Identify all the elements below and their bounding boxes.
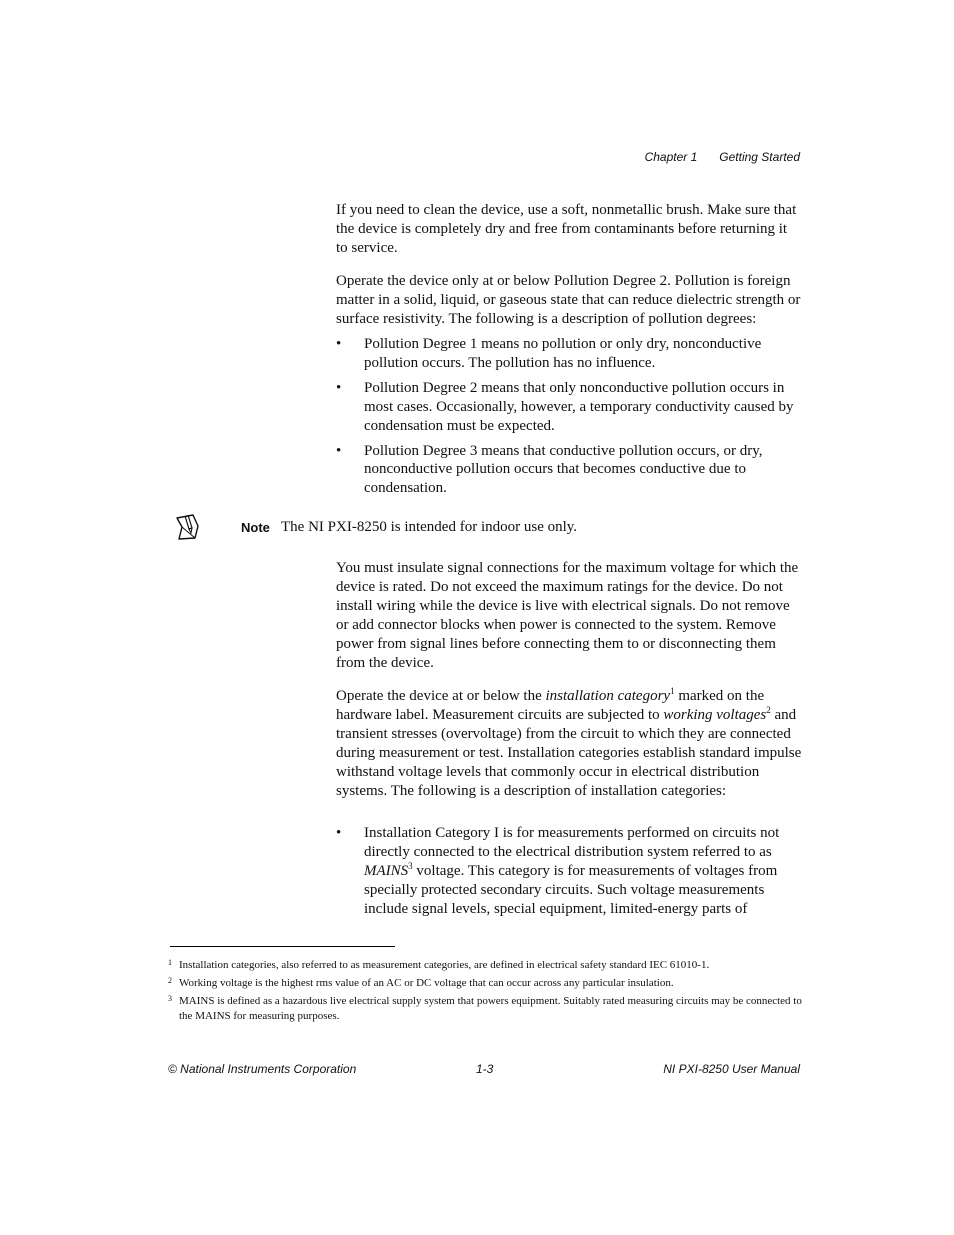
footnote-text: Working voltage is the highest rms value of an AC or DC voltage that can occur across any particular insulation. [179,977,674,989]
footnote-number: 2 [168,976,172,985]
category-one-text-part2: voltage. This category is for measurements of voltages from specially protected secondary circuits. Such voltage measurements include signal levels, special equipment, limited-energy parts of [364,862,778,917]
working-voltages-term: working voltages [663,706,767,723]
cleaning-paragraph: If you need to clean the device, use a soft, nonmetallic brush. Make sure that the device is completely dry and free from contaminants before returning it to service. [336,202,797,256]
footnote-divider [170,946,395,947]
footnote-ref-3: 3 [408,860,413,871]
list-item: • Pollution Degree 2 means that only nonconductive pollution occurs in most cases. Occasionally, however, a temporary conductivity caused by condensation must be expected. [336,379,802,436]
installation-text-part1: Operate the device at or below the [336,688,546,704]
category-one-text-part1: Installation Category I is for measurements performed on circuits not directly connected to the electrical distribution system referred to as [364,825,780,860]
note-text: The NI PXI-8250 is intended for indoor use only. [281,519,578,535]
footnote-ref-2: 2 [766,704,771,715]
running-header [645,150,800,164]
footer-copyright: © National Instruments Corporation [168,1062,357,1076]
pollution-intro-paragraph: Operate the device only at or below Pollution Degree 2. Pollution is foreign matter in a solid, liquid, or gaseous state that can reduce dielectric strength or surface resistivity. The following is a description of pollution degrees: [336,273,801,327]
footnotes [168,958,804,1027]
pollution-section [336,272,802,329]
list-item: • Pollution Degree 1 means no pollution or only dry, nonconductive pollution occurs. The pollution has no influence. [336,335,802,373]
insulation-paragraph: You must insulate signal connections for the maximum voltage for which the device is rated. Do not exceed the maximum ratings for the device. Do not install wiring while the device is live with electrical signals. Do not remove or add connector blocks when power is connected to the system. Remove power from signal lines before connecting them to or disconnecting them from the device. [336,560,799,671]
installation-text-part2: marked on the hardware label. Measurement circuits are subjected to [336,688,765,723]
section-title: Getting Started [719,150,800,164]
note-label: Note [241,520,270,535]
installation-text-part3: and transient stresses (overvoltage) from the circuit to which they are connected during measurement or test. Installation categories establish standard impulse withstand voltage levels that commonly occur in electrical distribution systems. The following is a description of installation categories: [336,706,802,799]
installation-category-term: installation category [545,688,671,704]
footnote [168,976,804,991]
list-item [336,824,802,919]
footnote [168,994,804,1024]
mains-term: MAINS [364,862,409,879]
pollution-degree-list [336,335,802,504]
footer-manual-title: NI PXI-8250 User Manual [663,1062,800,1076]
footnote-ref-1: 1 [670,686,675,696]
footnote-number: 1 [168,958,172,967]
footnote-number: 3 [168,994,172,1003]
page-number: 1-3 [476,1062,494,1076]
footnote [168,958,804,973]
note-pencil-icon [174,512,206,542]
installation-category-list [336,824,802,925]
footnote-text: Installation categories, also referred to as measurement categories, are defined in electrical safety standard IEC 61010-1. [179,959,710,971]
chapter-label: Chapter 1 [644,150,698,164]
list-item: • Pollution Degree 3 means that conductive pollution occurs, or dry, nonconductive pollution occurs that becomes conductive due to condensation. [336,442,802,499]
footnote-text: MAINS is defined as a hazardous live electrical supply system that powers equipment. Suitably rated measuring circuits may be connected to the MAINS for measuring purposes. [179,995,802,1022]
installation-category-paragraph [336,687,802,800]
